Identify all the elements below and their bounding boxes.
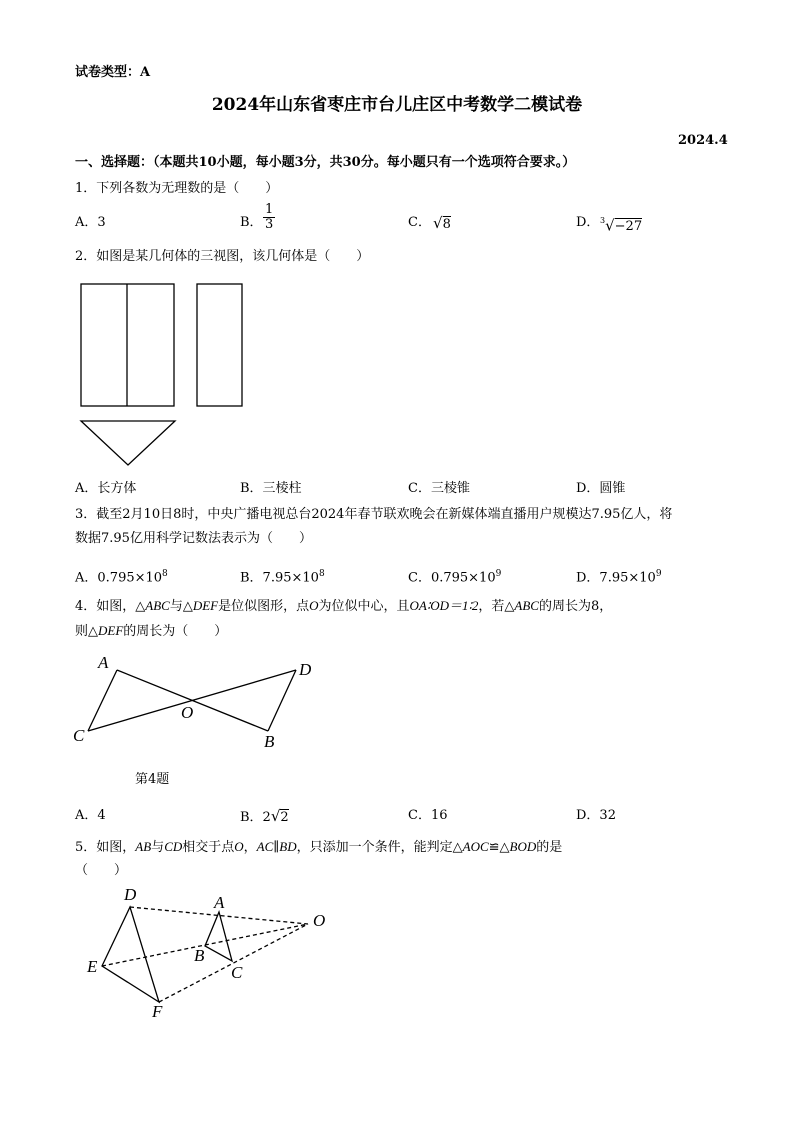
q3-option-d: D．$7.95\times 10^9$	[576, 569, 662, 586]
paper-type: 试卷类型：A	[75, 65, 151, 80]
q4-option-b: B．2√2	[240, 807, 289, 825]
q4-label-o: O	[181, 703, 194, 722]
q4-option-c: C．16	[408, 808, 448, 823]
q2-front-view	[81, 284, 174, 406]
q2-top-view	[81, 421, 175, 465]
q4-option-a: A．4	[75, 808, 106, 823]
q4-label-b: B	[264, 732, 275, 751]
q4-option-d: D．32	[576, 808, 616, 823]
q5-label-a: A	[214, 893, 225, 912]
q1-option-b-label: B．	[240, 215, 263, 230]
section-heading: 一、选择题：（本题共10小题，每小题3分，共30分。每小题只有一个选项符合要求。）	[75, 155, 576, 170]
q2-option-b: B．三棱柱	[240, 481, 302, 496]
question-5-line1: 5．如图，AB与CD相交于点O，AC∥BD，只添加一个条件，能判定△AOC≌△BOD的是	[75, 839, 563, 855]
q1-option-a: A．3	[75, 215, 106, 230]
page-title: 2024年山东省枣庄市台儿庄区中考数学二模试卷	[211, 95, 583, 115]
question-2-stem: 2．如图是某几何体的三视图，该几何体是（ ）	[75, 249, 370, 264]
q3-option-c: C．$0.795\times 10^9$	[408, 569, 502, 586]
q4-label-a: A	[98, 653, 109, 672]
question-3-line2: 数据7.95亿用科学记数法表示为（ ）	[75, 531, 312, 546]
q1-option-b-fraction: $\frac{1}{3}$	[265, 202, 274, 232]
q2-option-a: A．长方体	[75, 481, 137, 496]
q5-figure	[102, 907, 308, 1002]
q4-label-d: D	[299, 660, 312, 679]
q5-label-d: D	[124, 885, 137, 904]
q5-label-e: E	[87, 957, 98, 976]
q1-option-d-radical: $^3$√−27	[600, 216, 643, 235]
question-3-line1: 3．截至2月10日8时，中央广播电视总台2024年春节联欢晚会在新媒体端直播用户规模达7.95亿人，将	[75, 507, 673, 522]
q2-option-d: D．圆锥	[576, 481, 626, 496]
q5-label-o: O	[313, 911, 326, 930]
q5-label-c: C	[231, 963, 243, 982]
exam-date: 2024.4	[678, 133, 728, 148]
q2-side-view	[197, 284, 242, 406]
q4-figure-caption: 第4题	[135, 772, 170, 787]
q1-option-d-label: D．	[576, 215, 600, 230]
question-5-line2: （ ）	[75, 863, 128, 878]
q1-option-c-label: C．	[408, 215, 431, 230]
q5-label-f: F	[152, 1002, 163, 1021]
q3-option-a: A．$0.795\times 10^8$	[75, 569, 168, 586]
q5-label-b: B	[194, 946, 205, 965]
q4-label-c: C	[73, 726, 85, 745]
q3-option-b: B．$7.95\times 10^8$	[240, 569, 325, 586]
q2-option-c: C．三棱锥	[408, 481, 470, 496]
q1-option-c-radical: √8	[433, 214, 451, 232]
question-4-line2: 则△DEF的周长为（ ）	[75, 623, 228, 639]
question-4-line1: 4．如图，△ABC与△DEF是位似图形，点O为位似中心，且OA∶OD＝1∶2，若△ABC的周长为8，	[75, 598, 613, 614]
question-1-stem: 1．下列各数为无理数的是（ ）	[75, 181, 279, 196]
